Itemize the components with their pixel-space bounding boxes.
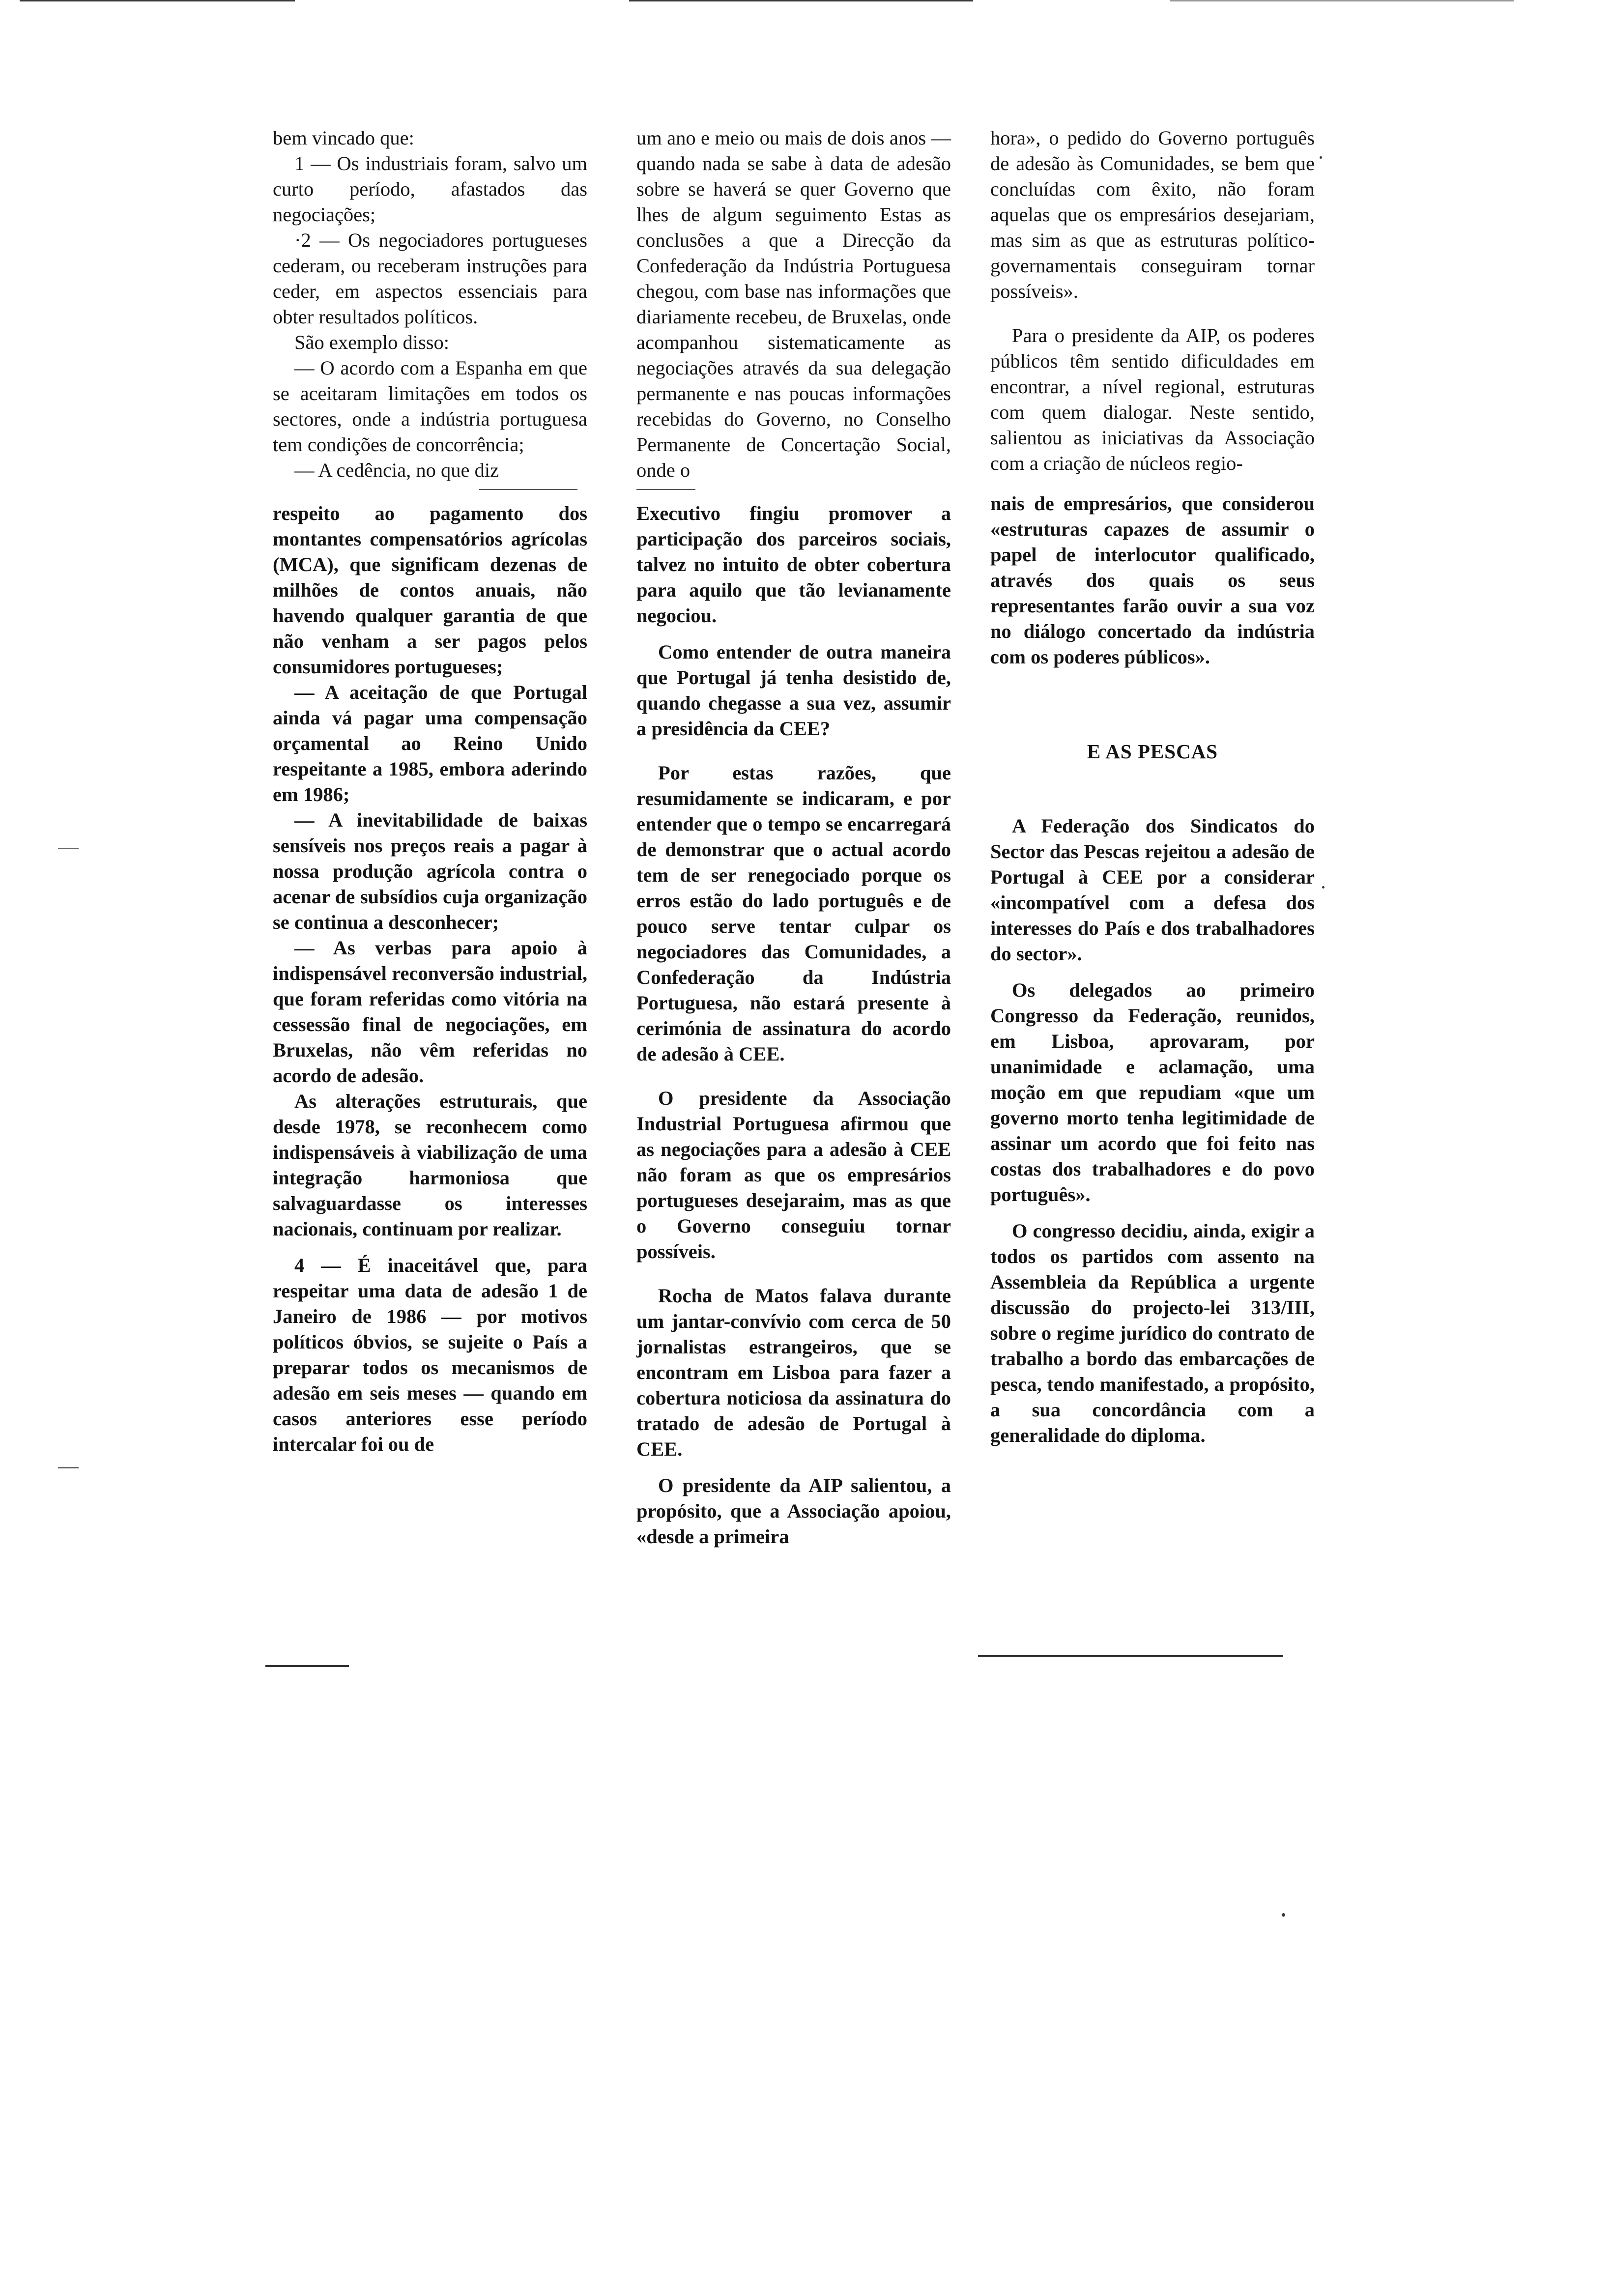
paragraph: Executivo fingiu promover a participação dos parceiros sociais, talvez no intuito de obter cobertura para aquilo que tão levianamente negociou. <box>636 502 951 627</box>
column-3 <box>990 125 1315 1448</box>
paragraph: — As verbas para apoio à indispensável reconversão industrial, que foram referidas como vitória na cessessão final de negociações, em Bruxelas, não vêm referidas no acordo de adesão. <box>273 937 587 1087</box>
paragraph: A Federação dos Sindicatos do Sector das Pescas rejeitou a adesão de Portugal à CEE por a considerar «incompatível com a defesa dos interesses do País e dos trabalhadores do sector». <box>990 815 1315 965</box>
column-2 <box>636 125 951 1550</box>
top-border-line <box>629 0 973 1</box>
paragraph: Como entender de outra maneira que Portugal já tenha desistido de, quando chegasse a sua vez, assumir a presidência da CEE? <box>636 641 951 740</box>
paragraph: respeito ao pagamento dos montantes compensatórios agrícolas (MCA), que significam dezenas de milhões de contos anuais, não havendo qualquer garantia de que não venham a ser pagos pelos consumidores portugueses; <box>273 502 587 678</box>
paragraph: Para o presidente da AIP, os poderes públicos têm sentido dificuldades em encontrar, a nível regional, estruturas com quem dialogar. Neste sentido, salientou as iniciativas da Associação com a criação de núcleos regio- <box>990 324 1315 474</box>
paragraph: — A aceitação de que Portugal ainda vá pagar uma compensação orçamental ao Reino Unido respeitante a 1985, embora aderindo em 1986; <box>273 681 587 805</box>
pescas-section <box>990 813 1315 1448</box>
paragraph: — A inevitabilidade de baixas sensíveis nos preços reais a pagar à nossa produção agrícola contra o acenar de subsídios cuja organização se continua a desconhecer; <box>273 809 587 933</box>
paragraph: 1 — Os industriais foram, salvo um curto período, afastados das negociações; <box>273 152 587 226</box>
bold-continuation <box>990 491 1315 670</box>
column-break-line <box>636 489 695 490</box>
scan-speck <box>1322 886 1324 889</box>
paragraph: — A cedência, no que diz <box>294 459 499 481</box>
paragraph: Por estas razões, que resumidamente se indicaram, e por entender que o tempo se encarregará de demonstrar que o actual acordo tem de ser renegociado porque os erros estão do lado português e de pouco serve tentar culpar os negociadores das Comunidades, a Confederação da Indústria Portuguesa, não estará presente à cerimónia de assinatura do acordo de adesão à CEE. <box>636 762 951 1065</box>
section-heading: E AS PESCAS <box>1087 740 1218 763</box>
column-end-rule <box>265 1665 349 1667</box>
top-border-line <box>1170 0 1514 1</box>
paragraph: O congresso decidiu, ainda, exigir a todos os partidos com assento na Assembleia da República a urgente discussão do projecto-lei 313/III, sobre o regime jurídico do contrato de trabalho a bordo das embarcações de pesca, tendo manifestado, a propósito, a sua concordância com a generalidade do diploma. <box>990 1220 1315 1446</box>
bold-continuation <box>273 501 587 1457</box>
column-1 <box>273 125 587 1457</box>
column-end-rule <box>978 1655 1283 1657</box>
paragraph: nais de empresários, que considerou «estruturas capazes de assumir o papel de interlocutor qualificado, através dos quais os seus representantes farão ouvir a sua voz no diálogo concertado da indústria com os poderes públicos». <box>990 492 1315 668</box>
paragraph: As alterações estruturais, que desde 1978, se reconhecem como indispensáveis à viabilização de uma integração harmoniosa que salvaguardasse os interesses nacionais, continuam por realizar. <box>273 1090 587 1240</box>
paragraph: hora», o pedido do Governo português de adesão às Comunidades, se bem que concluídas com êxito, não foram aquelas que os empresários desejariam, mas sim as que as estruturas político-governamentais conseguiram tornar possíveis». <box>990 127 1315 302</box>
paragraph: — O acordo com a Espanha em que se aceitaram limitações em todos os sectores, onde a indústria portuguesa tem condições de concorrência; <box>273 357 587 456</box>
paragraph: um ano e meio ou mais de dois anos — quando nada se sabe à data de adesão sobre se haverá se quer Governo que lhes de algum seguimento Estas as conclusões a que a Direcção da Confederação da Indústria Portuguesa chegou, com base nas informações que diariamente recebeu, de Bruxelas, onde acompanhou sistematicamente as negociações através da sua delegação permanente e nas poucas informações recebidas do Governo, no Conselho Permanente de Concertação Social, onde o <box>636 127 951 481</box>
paragraph: São exemplo disso: <box>294 331 449 353</box>
paragraph: Os delegados ao primeiro Congresso da Federação, reunidos, em Lisboa, aprovaram, por unanimidade e aclamação, uma moção em que repudiam «que um governo morto tenha legitimidade de assinar um acordo que foi feito nas costas dos trabalhadores e do povo português». <box>990 979 1315 1205</box>
scan-speck <box>1320 156 1322 159</box>
scan-speck <box>1282 1913 1285 1917</box>
column-break-line <box>479 489 577 490</box>
margin-mark <box>58 1467 79 1468</box>
margin-mark <box>58 848 79 849</box>
paragraph: O presidente da AIP salientou, a propósito, que a Associação apoiou, «desde a primeira <box>636 1474 951 1548</box>
top-border-line <box>20 0 295 1</box>
paragraph: ·2 — Os negociadores portugueses cederam, ou receberam instruções para ceder, em aspectos essenciais para obter resultados políticos. <box>273 229 587 328</box>
paragraph: O presidente da Associação Industrial Portuguesa afirmou que as negociações para a adesão à CEE não foram as que os empresários portugueses desejaraim, mas as que o Governo conseguiu tornar possíveis. <box>636 1087 951 1263</box>
paragraph: Rocha de Matos falava durante um jantar-convívio com cerca de 50 jornalistas estrangeiros, que se encontram em Lisboa para fazer a cobertura noticiosa da assinatura do tratado de adesão de Portugal à CEE. <box>636 1285 951 1460</box>
paragraph: bem vincado que: <box>273 127 414 149</box>
paragraph: 4 — É inaceitável que, para respeitar uma data de adesão 1 de Janeiro de 1986 — por motivos políticos óbvios, se sujeite o País a preparar todos os mecanismos de adesão em seis meses — quando em casos anteriores esse período intercalar foi ou de <box>273 1254 587 1455</box>
bold-continuation <box>636 501 951 1550</box>
